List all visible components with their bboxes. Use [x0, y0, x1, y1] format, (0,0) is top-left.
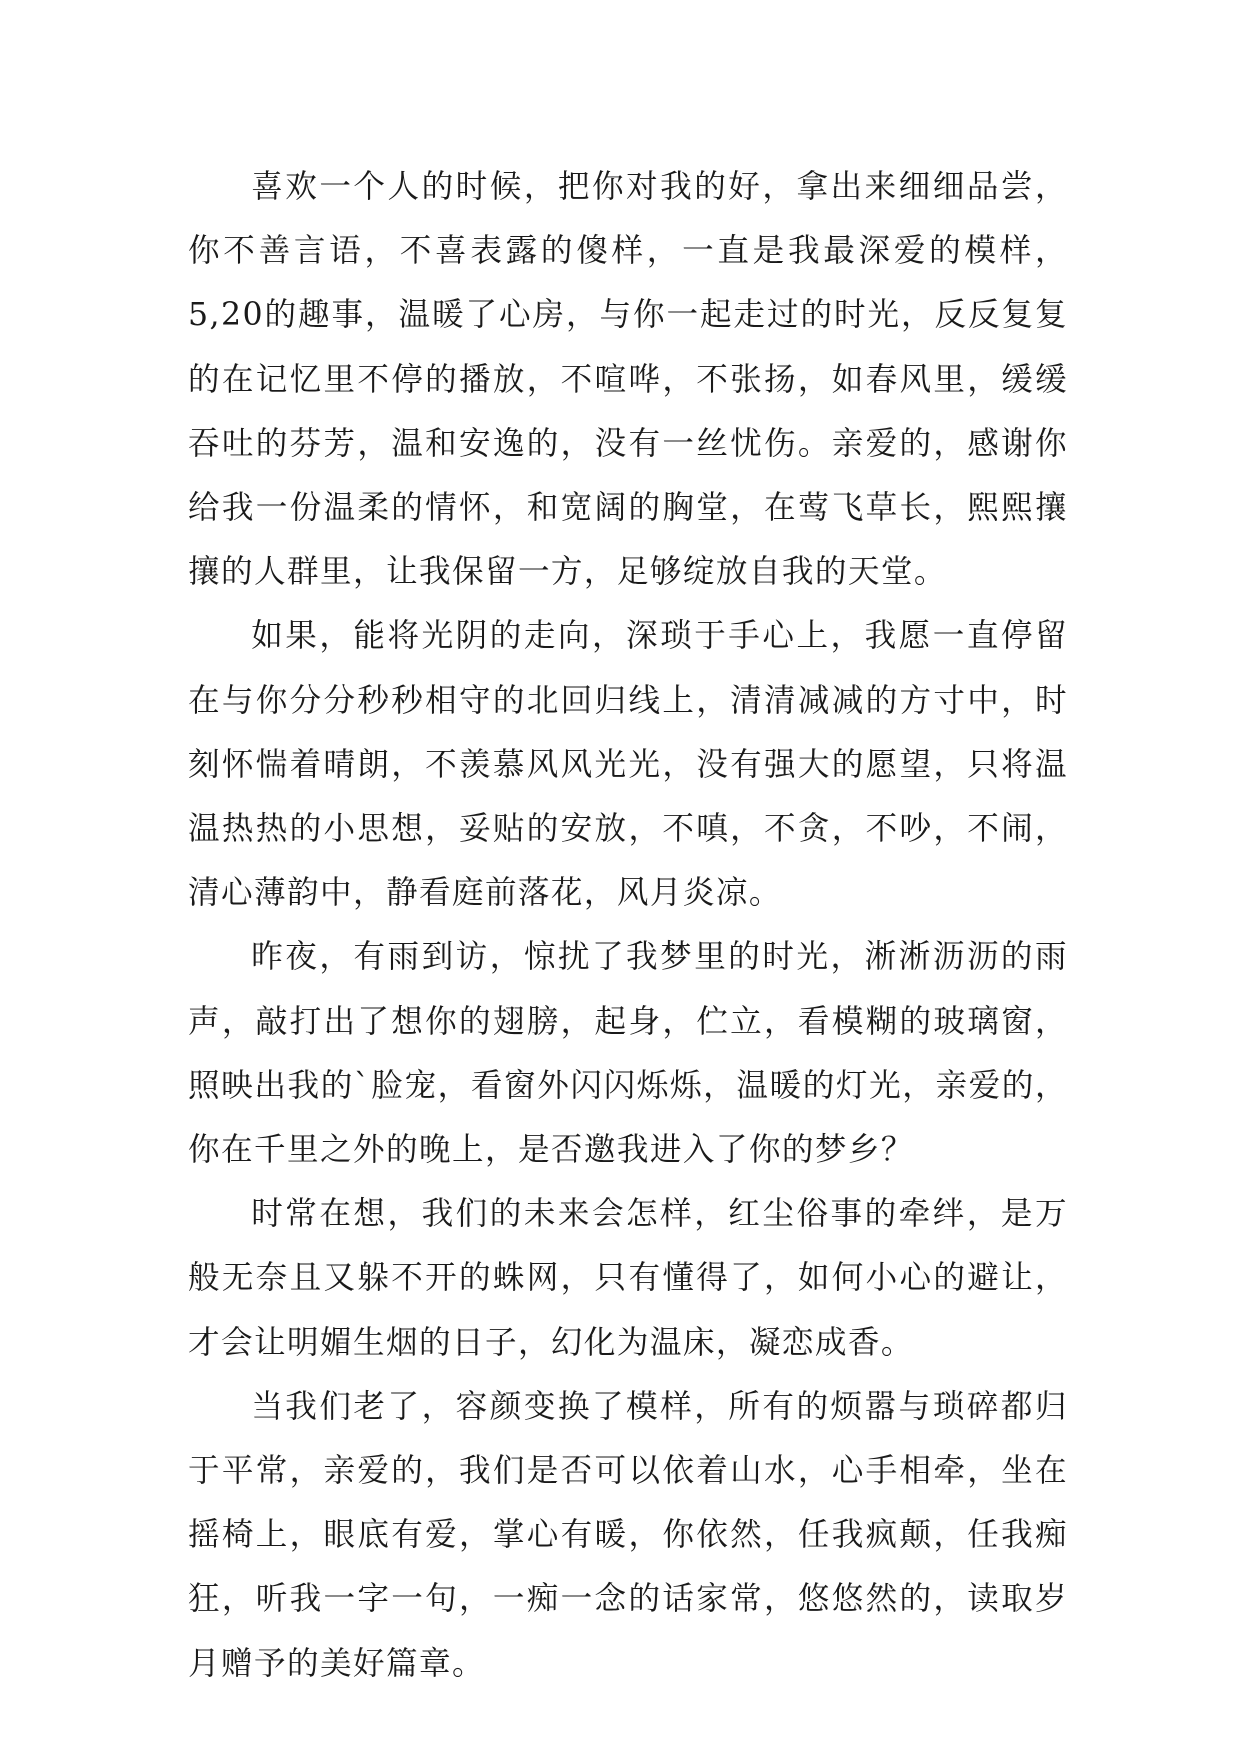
paragraph-1: 喜欢一个人的时候，把你对我的好，拿出来细细品尝，你不善言语，不喜表露的傻样，一直是我最深爱的模样，5,20的趣事，温暖了心房，与你一起走过的时光，反反复复的在记忆里不停的播放，不喧哗，不张扬，如春风里，缓缓吞吐的芬芳，温和安逸的，没有一丝忧伤。亲爱的，感谢你给我一份温柔的情怀，和宽阔的胸堂，在莺飞草长，熙熙攘攘的人群里，让我保留一方，足够绽放自我的天堂。	[188, 169, 1068, 591]
paragraph-4: 时常在想，我们的未来会怎样，红尘俗事的牵绊，是万般无奈且又躲不开的蛛网，只有懂得了，如何小心的避让，才会让明媚生烟的日子，幻化为温床，凝恋成香。	[188, 1196, 1068, 1361]
document-body	[188, 155, 1068, 1696]
paragraph-5: 当我们老了，容颜变换了模样，所有的烦嚣与琐碎都归于平常，亲爱的，我们是否可以依着山水，心手相牵，坐在摇椅上，眼底有爱，掌心有暖，你依然，任我疯颠，任我痴狂，听我一字一句，一痴一念的话家常，悠悠然的，读取岁月赠予的美好篇章。	[188, 1388, 1068, 1682]
paragraph-3: 昨夜，有雨到访，惊扰了我梦里的时光，淅淅沥沥的雨声，敲打出了想你的翅膀，起身，伫立，看模糊的玻璃窗，照映出我的`脸宠，看窗外闪闪烁烁，温暖的灯光，亲爱的，你在千里之外的晚上，是否邀我进入了你的梦乡？	[188, 939, 1068, 1169]
paragraph-2: 如果，能将光阴的走向，深琐于手心上，我愿一直停留在与你分分秒秒相守的北回归线上，清清减减的方寸中，时刻怀惴着晴朗，不羡慕风风光光，没有强大的愿望，只将温温热热的小思想，妥贴的安放，不嗔，不贪，不吵，不闹，清心薄韵中，静看庭前落花，风月炎凉。	[188, 618, 1068, 912]
